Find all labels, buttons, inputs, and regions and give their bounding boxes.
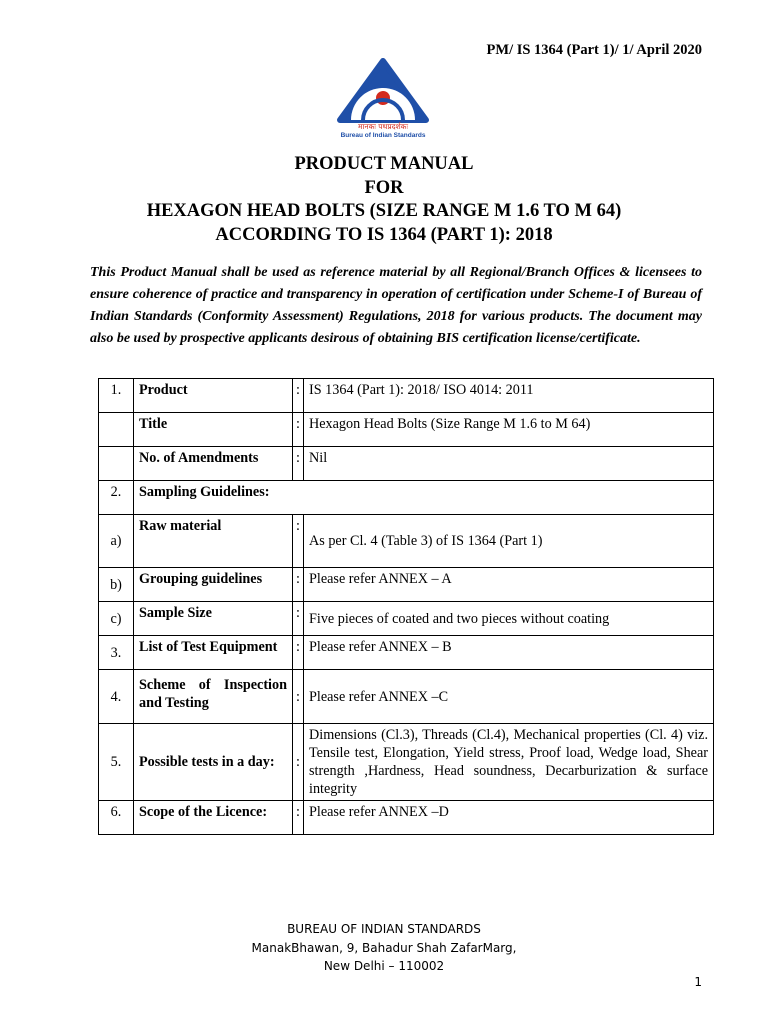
row-value: Dimensions (Cl.3), Threads (Cl.4), Mechanical properties (Cl. 4) viz. Tensile test, Elongation, Yield stress, Proof load, Wedge load, Shear strength ,Hardness, Head soundness, Decarburization & surface integrity — [304, 724, 714, 801]
table-row — [99, 724, 714, 801]
page-footer — [0, 920, 768, 976]
row-label: Scope of the Licence: — [134, 801, 293, 835]
row-label: List of Test Equipment — [134, 636, 293, 670]
table-row — [99, 670, 714, 724]
row-label: Grouping guidelines — [134, 568, 293, 602]
row-label: Possible tests in a day: — [134, 724, 293, 801]
row-colon: : — [293, 379, 304, 413]
row-colon: : — [293, 670, 304, 724]
row-value: Please refer ANNEX – B — [304, 636, 714, 670]
row-label: Title — [134, 413, 293, 447]
title-line-3: HEXAGON HEAD BOLTS (SIZE RANGE M 1.6 TO M 64) — [146, 201, 622, 221]
row-number: 1. — [99, 379, 134, 413]
bis-logo-graphic — [333, 58, 433, 140]
row-number: 3. — [99, 636, 134, 670]
logo-hindi-text: मानकः पथप्रदर्शकः — [358, 122, 408, 131]
product-spec-table — [98, 378, 714, 835]
row-number: 2. — [99, 481, 134, 515]
intro-paragraph: This Product Manual shall be used as reference material by all Regional/Branch Offices & licensees to ensure coherence of practice and transparency in operation of certification under Scheme-I of Bureau of Indian Standards (Conformity Assessment) Regulations, 2018 for various products. The document may also be used by prospective applicants desirous of obtaining BIS certification license/certificate. — [90, 265, 702, 346]
row-value: IS 1364 (Part 1): 2018/ ISO 4014: 2011 — [304, 379, 714, 413]
row-colon: : — [293, 724, 304, 801]
table-row — [99, 602, 714, 636]
table-row — [99, 481, 714, 515]
row-colon: : — [293, 636, 304, 670]
page-number: 1 — [694, 975, 702, 989]
table-row — [99, 447, 714, 481]
table-row — [99, 515, 714, 568]
table-row — [99, 413, 714, 447]
row-number: a) — [99, 515, 134, 568]
row-label: Sampling Guidelines: — [134, 481, 714, 515]
row-value: Five pieces of coated and two pieces without coating — [304, 602, 714, 636]
row-colon: : — [293, 413, 304, 447]
title-line-4: ACCORDING TO IS 1364 (PART 1): 2018 — [215, 224, 553, 245]
row-value: Nil — [304, 447, 714, 481]
row-number: 6. — [99, 801, 134, 835]
row-label: Scheme of Inspection and Testing — [134, 670, 293, 724]
bis-logo — [333, 58, 433, 140]
footer-line-1: BUREAU OF INDIAN STANDARDS — [287, 922, 481, 936]
table-row — [99, 379, 714, 413]
row-label: Product — [134, 379, 293, 413]
row-value: Please refer ANNEX –C — [304, 670, 714, 724]
row-number: c) — [99, 602, 134, 636]
logo-english-text: Bureau of Indian Standards — [340, 132, 426, 139]
row-label: Raw material — [134, 515, 293, 568]
document-reference: PM/ IS 1364 (Part 1)/ 1/ April 2020 — [486, 42, 702, 58]
footer-line-2: ManakBhawan, 9, Bahadur Shah ZafarMarg, — [251, 940, 517, 955]
row-number — [99, 447, 134, 481]
row-number: 5. — [99, 724, 134, 801]
row-value: Please refer ANNEX –D — [304, 801, 714, 835]
row-number: 4. — [99, 670, 134, 724]
row-colon: : — [293, 801, 304, 835]
row-label: No. of Amendments — [134, 447, 293, 481]
row-label: Sample Size — [134, 602, 293, 636]
row-colon: : — [293, 568, 304, 602]
footer-line-3: New Delhi – 110002 — [323, 959, 445, 973]
row-colon: : — [293, 602, 304, 636]
table-row — [99, 636, 714, 670]
document-title — [0, 153, 768, 247]
row-value: As per Cl. 4 (Table 3) of IS 1364 (Part 1) — [304, 515, 714, 568]
table-row — [99, 568, 714, 602]
title-line-1: PRODUCT MANUAL — [294, 154, 474, 174]
row-value: Please refer ANNEX – A — [304, 568, 714, 602]
row-number: b) — [99, 568, 134, 602]
title-line-2: FOR — [364, 177, 404, 198]
row-value: Hexagon Head Bolts (Size Range M 1.6 to M 64) — [304, 413, 714, 447]
table-row — [99, 801, 714, 835]
row-colon: : — [293, 515, 304, 568]
row-colon: : — [293, 447, 304, 481]
row-number — [99, 413, 134, 447]
